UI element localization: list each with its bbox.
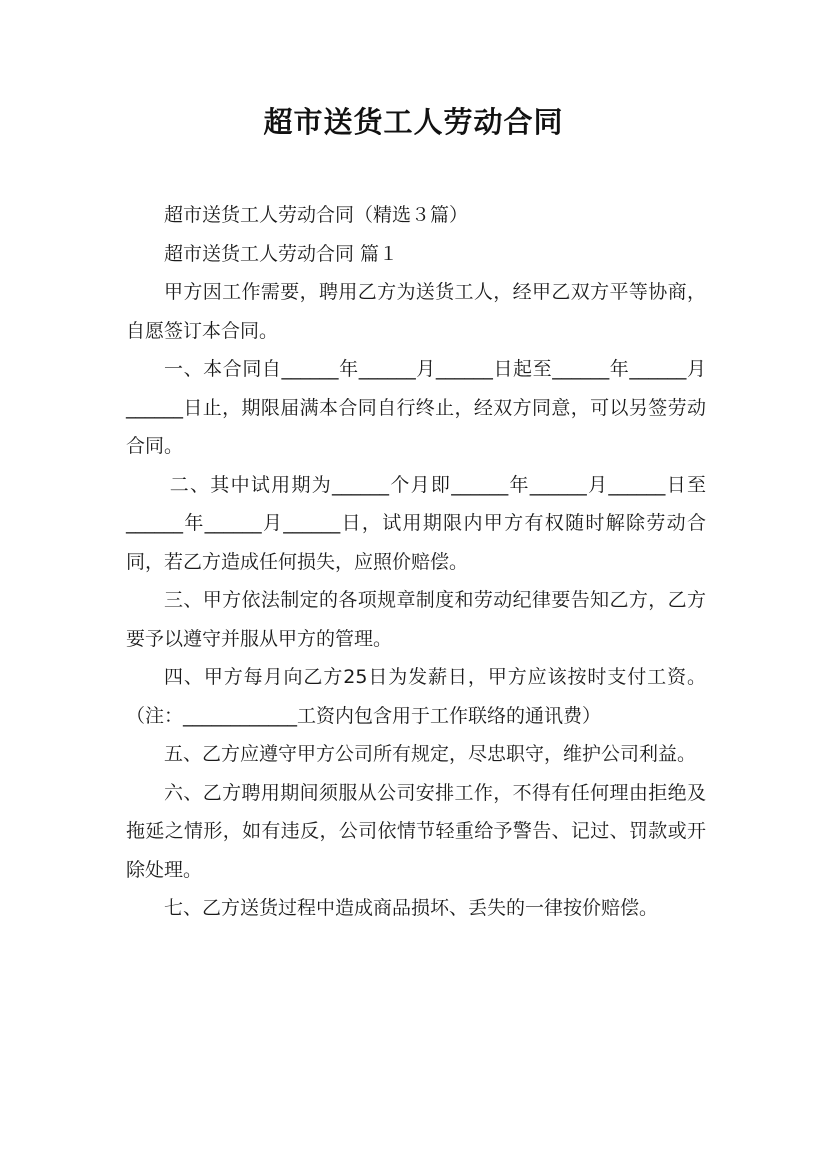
document-title: 超市送货工人劳动合同 xyxy=(263,105,564,139)
paragraph-compliance: 五、乙方应遵守甲方公司所有规定，尽忠职守，维护公司利益。 xyxy=(164,743,697,765)
document-subtitle: 超市送货工人劳动合同（精选３篇） xyxy=(164,204,469,226)
paragraph-intro: 甲方因工作需要，聘用乙方为送货工人，经甲乙双方平等协商，自愿签订本合同。 xyxy=(126,281,706,342)
paragraph-salary: 四、甲方每月向乙方25日为发薪日，甲方应该按时支付工资。（注：____________工资内包含用于工作联络的通讯费） xyxy=(126,666,706,727)
document-body xyxy=(126,196,706,928)
paragraph-probation: 二、其中试用期为______个月即______年______月______日至______年______月______日，试用期限内甲方有权随时解除劳动合同，若乙方造成任何损失，应照价赔偿。 xyxy=(126,473,706,573)
paragraph-term: 一、本合同自______年______月______日起至______年______月______日止，期限届满本合同自行终止，经双方同意，可以另签劳动合同。 xyxy=(126,358,706,457)
paragraph-assignment: 六、乙方聘用期间须服从公司安排工作，不得有任何理由拒绝及拖延之情形，如有违反，公司依情节轻重给予警告、记过、罚款或开除处理。 xyxy=(126,781,706,881)
paragraph-compensation: 七、乙方送货过程中造成商品损坏、丢失的一律按价赔偿。 xyxy=(164,897,659,919)
paragraph-rules: 三、甲方依法制定的各项规章制度和劳动纪律要告知乙方，乙方要予以遵守并服从甲方的管理。 xyxy=(126,589,706,650)
section-heading: 超市送货工人劳动合同 篇１ xyxy=(164,242,399,265)
